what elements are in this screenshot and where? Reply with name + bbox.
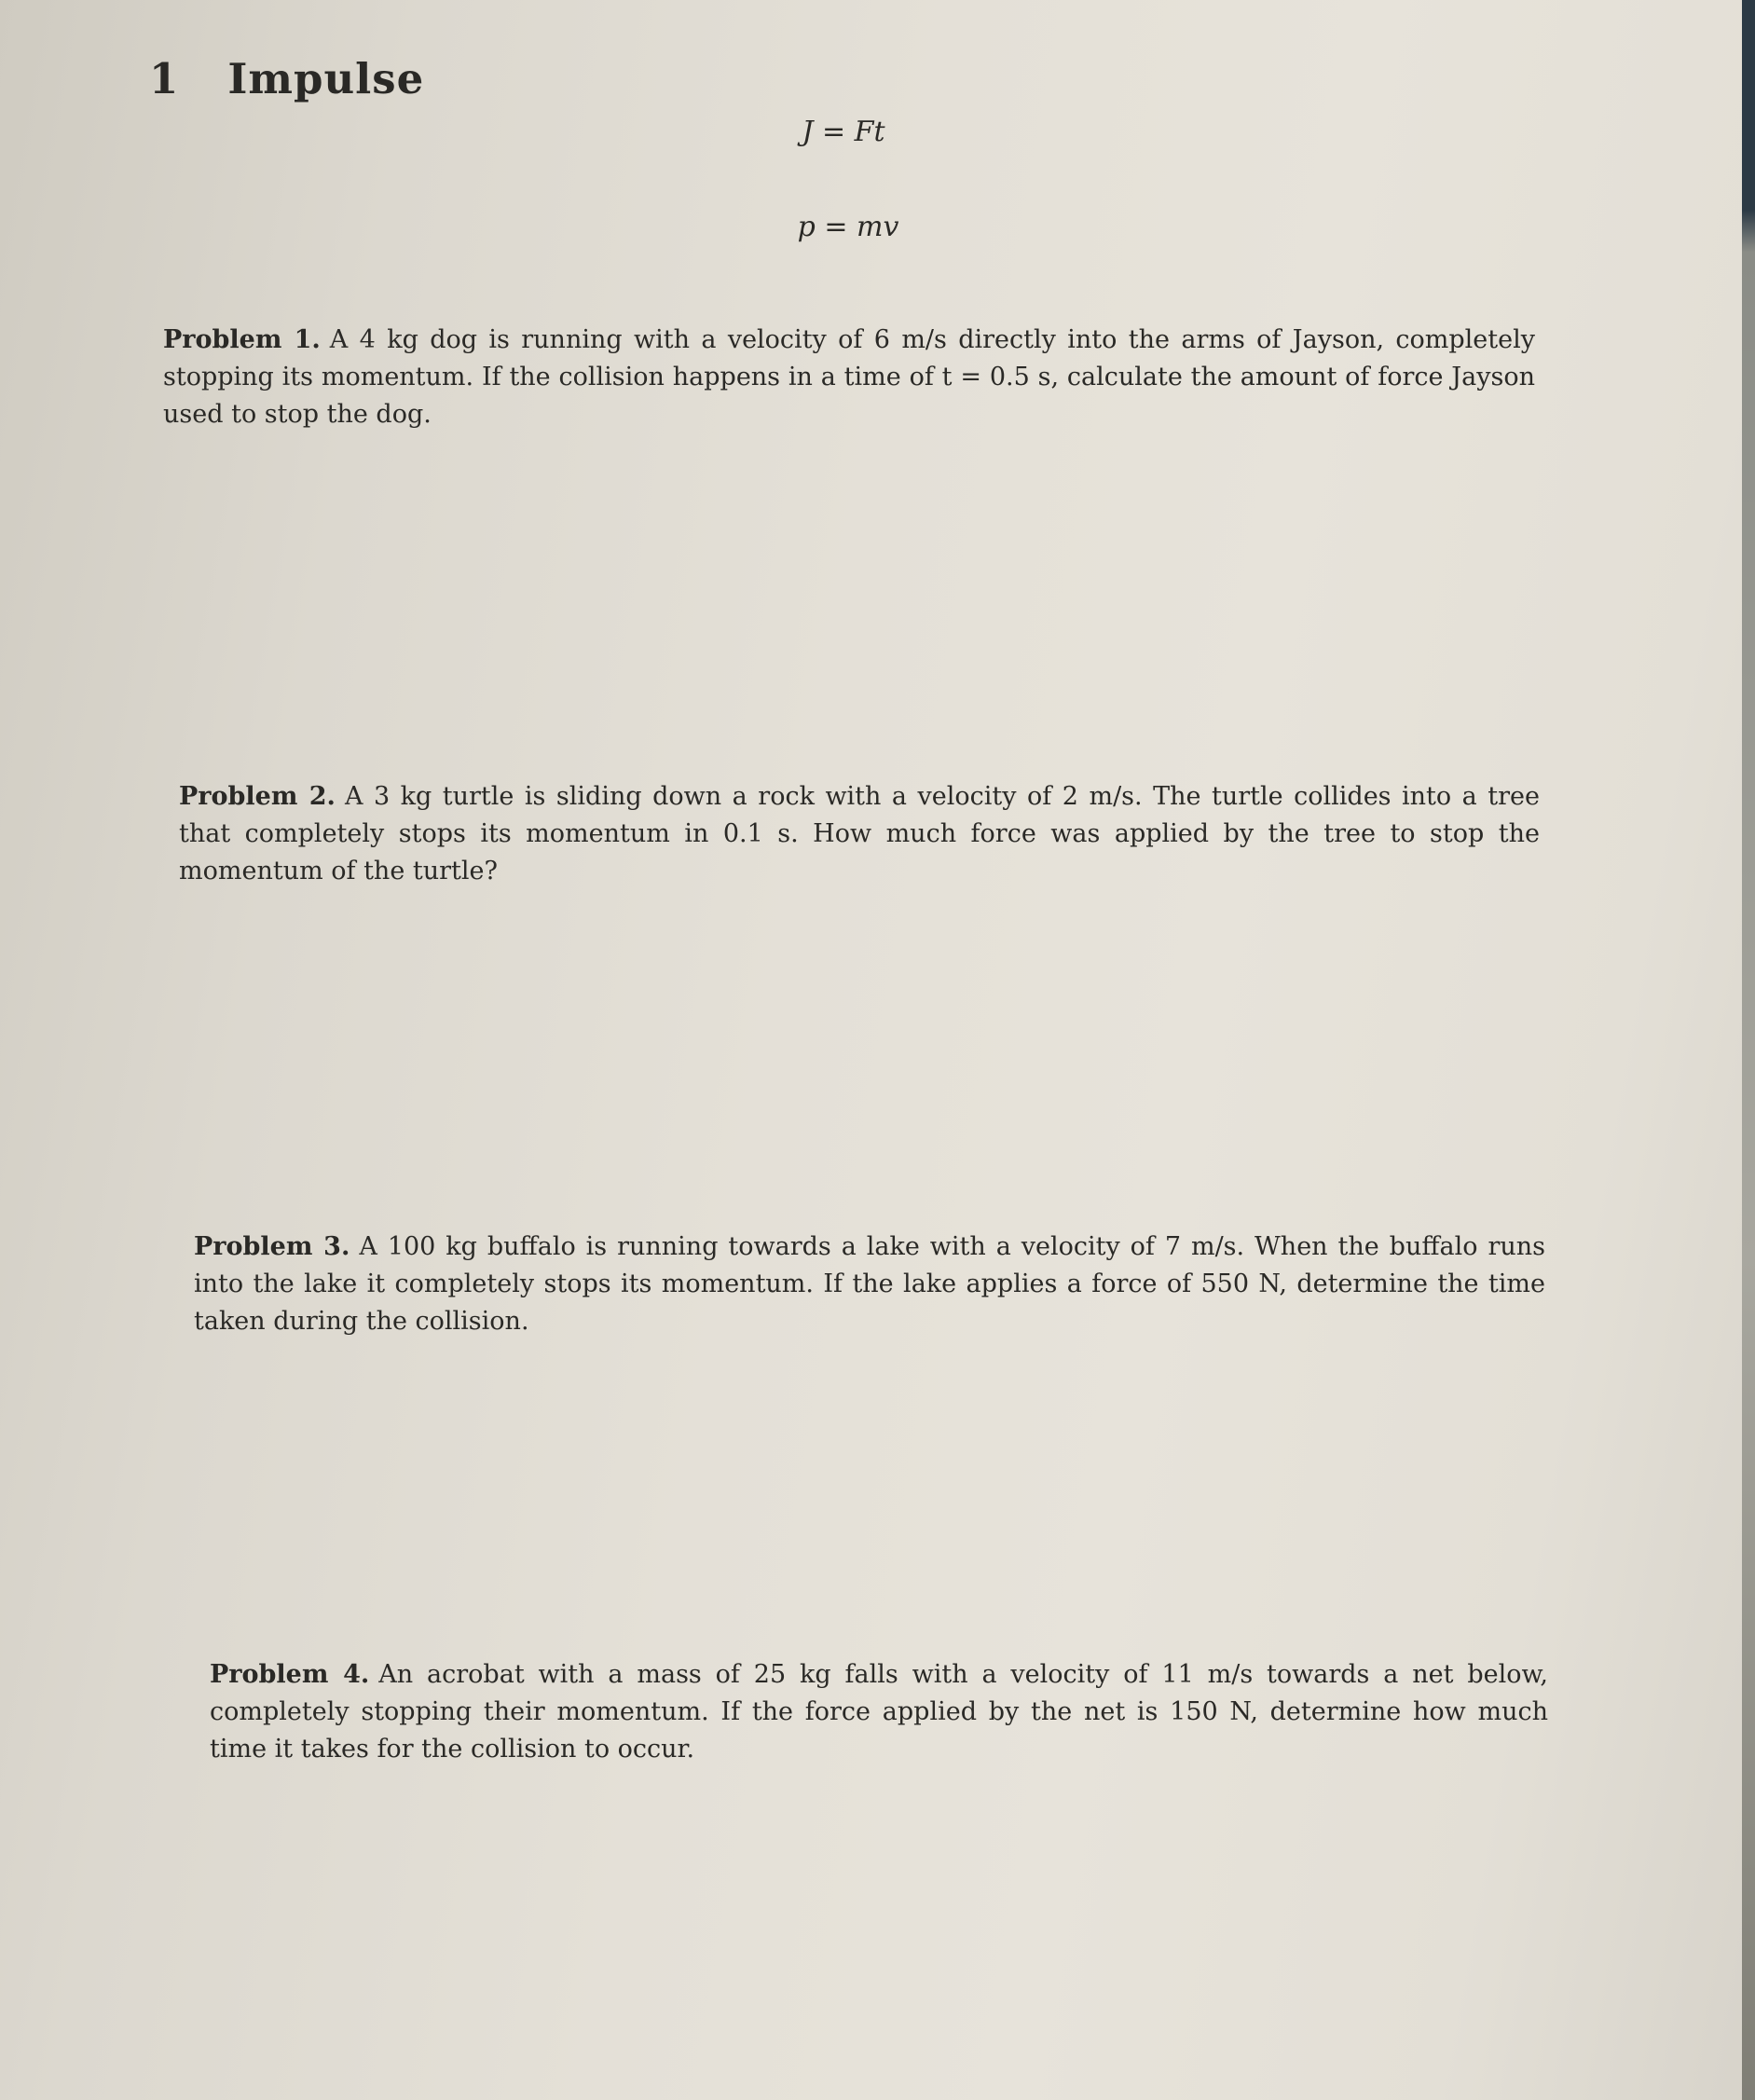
problem-3 [194, 1228, 1545, 1340]
problem-4-label: Problem 4. [210, 1660, 370, 1689]
problem-4 [210, 1656, 1548, 1768]
problem-1 [163, 322, 1535, 433]
problem-1-text: A 4 kg dog is running with a velocity of 6 m/s directly into the arms of Jayson, completely stopping its momentum. If the collision happens in a time of t = 0.5 s, calculate the amount of force Jayson used to stop the dog. [163, 325, 1535, 429]
problem-1-label: Problem 1. [163, 325, 321, 354]
problem-3-text: A 100 kg buffalo is running towards a lake with a velocity of 7 m/s. When the buffalo runs into the lake it completely stops its momentum. If the lake applies a force of 550 N, determine the time taken during the collision. [194, 1232, 1545, 1336]
problem-4-text: An acrobat with a mass of 25 kg falls with a velocity of 11 m/s towards a net below, completely stopping their momentum. If the force applied by the net is 150 N, determine how much time it takes for the collision to occur. [210, 1660, 1548, 1764]
problem-3-label: Problem 3. [194, 1232, 350, 1261]
section-number: 1 [149, 54, 180, 103]
section-heading [149, 54, 424, 103]
section-title: Impulse [227, 54, 425, 103]
problem-2 [179, 778, 1540, 890]
problem-2-text: A 3 kg turtle is sliding down a rock with a velocity of 2 m/s. The turtle collides into a tree that completely stops its momentum in 0.1 s. How much force was applied by the tree to stop the momentum of the turtle? [179, 782, 1540, 885]
page-edge-shadow [1742, 0, 1755, 2100]
formula-impulse: J = Ft [802, 116, 885, 148]
formula-momentum: p = mv [797, 211, 899, 243]
problem-2-label: Problem 2. [179, 782, 336, 811]
